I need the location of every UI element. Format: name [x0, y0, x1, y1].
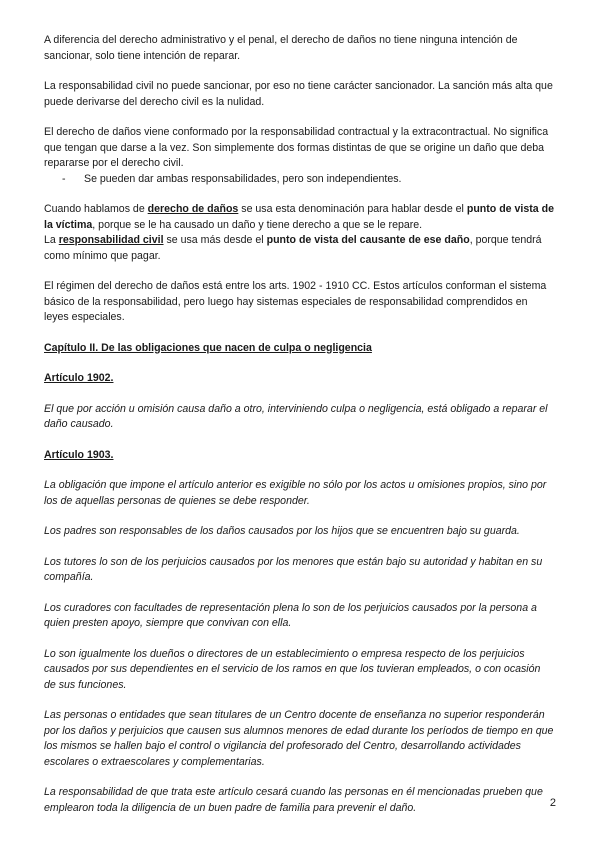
paragraph-victim-view	[44, 202, 554, 233]
emphasis-victim: punto de vista de la víctima	[44, 203, 554, 231]
bullet-dash: -	[62, 172, 66, 185]
text-run: , porque tendrá como mínimo que pagar.	[44, 234, 542, 262]
emphasis-causer: punto de vista del causante de ese daño	[266, 234, 470, 246]
paragraph-causer-view	[44, 233, 554, 264]
article-1903-paragraph: La obligación que impone el artículo anterior es exigible no sólo por los actos u omisiones propios, sino por los de aquellas personas de quienes se debe responder.	[44, 479, 547, 507]
paragraph-damages-law: El derecho de daños viene conformado por la responsabilidad contractual y la extracontractual. No significa que tengan que darse a la vez. Son simplemente dos formas distintas de que se origine un daño que deba repararse por el derecho civil.	[44, 126, 549, 169]
article-1903-paragraph: Lo son igualmente los dueños o directores de un establecimiento o empresa respecto de los perjuicios causados por sus dependientes en el servicio de los ramos en que los tuvieran empleados, o con ocasión de sus funciones.	[44, 647, 541, 691]
bullet-text: Se pueden dar ambas responsabilidades, pero son independientes.	[84, 172, 402, 185]
term-derecho-danos: derecho de daños	[147, 203, 239, 215]
article-1903-paragraph: Los padres son responsables de los daños causados por los hijos que se encuentren bajo su guarda.	[44, 525, 520, 537]
page-number: 2	[549, 797, 556, 809]
text-run: se usa más desde el	[163, 234, 267, 246]
text-run: La	[44, 234, 59, 246]
paragraph-civil-liability: La responsabilidad civil no puede sancionar, por eso no tiene carácter sancionador. La sanción más alta que puede derivarse del derecho civil es la nulidad.	[44, 80, 553, 108]
article-1903-paragraph: Los tutores lo son de los perjuicios causados por los menores que están bajo su autoridad y habitan en su compañía.	[44, 555, 543, 583]
article-1903-heading: Artículo 1903.	[44, 448, 114, 461]
article-1903-paragraph: Las personas o entidades que sean titulares de un Centro docente de enseñanza no superior responderán por los daños y perjuicios que causen sus alumnos menores de edad durante los períodos de tiempo en que los mismos se hallen bajo el control o vigilancia del profesorado del Centro, desarrollando actividades escolares o extraescolares y complementarias.	[44, 709, 554, 768]
article-1902-text: El que por acción u omisión causa daño a otro, interviniendo culpa o negligencia, está obligado a reparar el daño causado.	[44, 402, 548, 430]
text-run: Cuando hablamos de	[44, 203, 148, 215]
text-run: se usa esta denominación para hablar desde el	[238, 203, 467, 215]
chapter-heading: Capítulo II. De las obligaciones que nacen de culpa o negligencia	[44, 341, 372, 354]
paragraph-regime: El régimen del derecho de daños está entre los arts. 1902 - 1910 CC. Estos artículos conforman el sistema básico de la responsabilidad, pero luego hay sistemas especiales de responsabilidad comprendidos en leyes especiales.	[44, 280, 547, 323]
bullet-item	[44, 172, 554, 188]
term-responsabilidad-civil: responsabilidad civil	[58, 234, 164, 246]
article-1903-paragraph: La responsabilidad de que trata este artículo cesará cuando las personas en él mencionadas prueben que emplearon toda la diligencia de un buen padre de familia para prevenir el daño.	[44, 786, 543, 814]
document-page	[44, 33, 554, 816]
text-run: , porque se le ha causado un daño y tiene derecho a que se le repare.	[92, 218, 423, 231]
article-1903-paragraph: Los curadores con facultades de representación plena lo son de los perjuicios causados por la persona a quien presten apoyo, siempre que convivan con ella.	[44, 601, 537, 629]
article-1902-heading: Artículo 1902.	[44, 372, 114, 384]
paragraph-intro: A diferencia del derecho administrativo y el penal, el derecho de daños no tiene ninguna intención de sancionar, solo tiene intención de reparar.	[44, 34, 518, 62]
